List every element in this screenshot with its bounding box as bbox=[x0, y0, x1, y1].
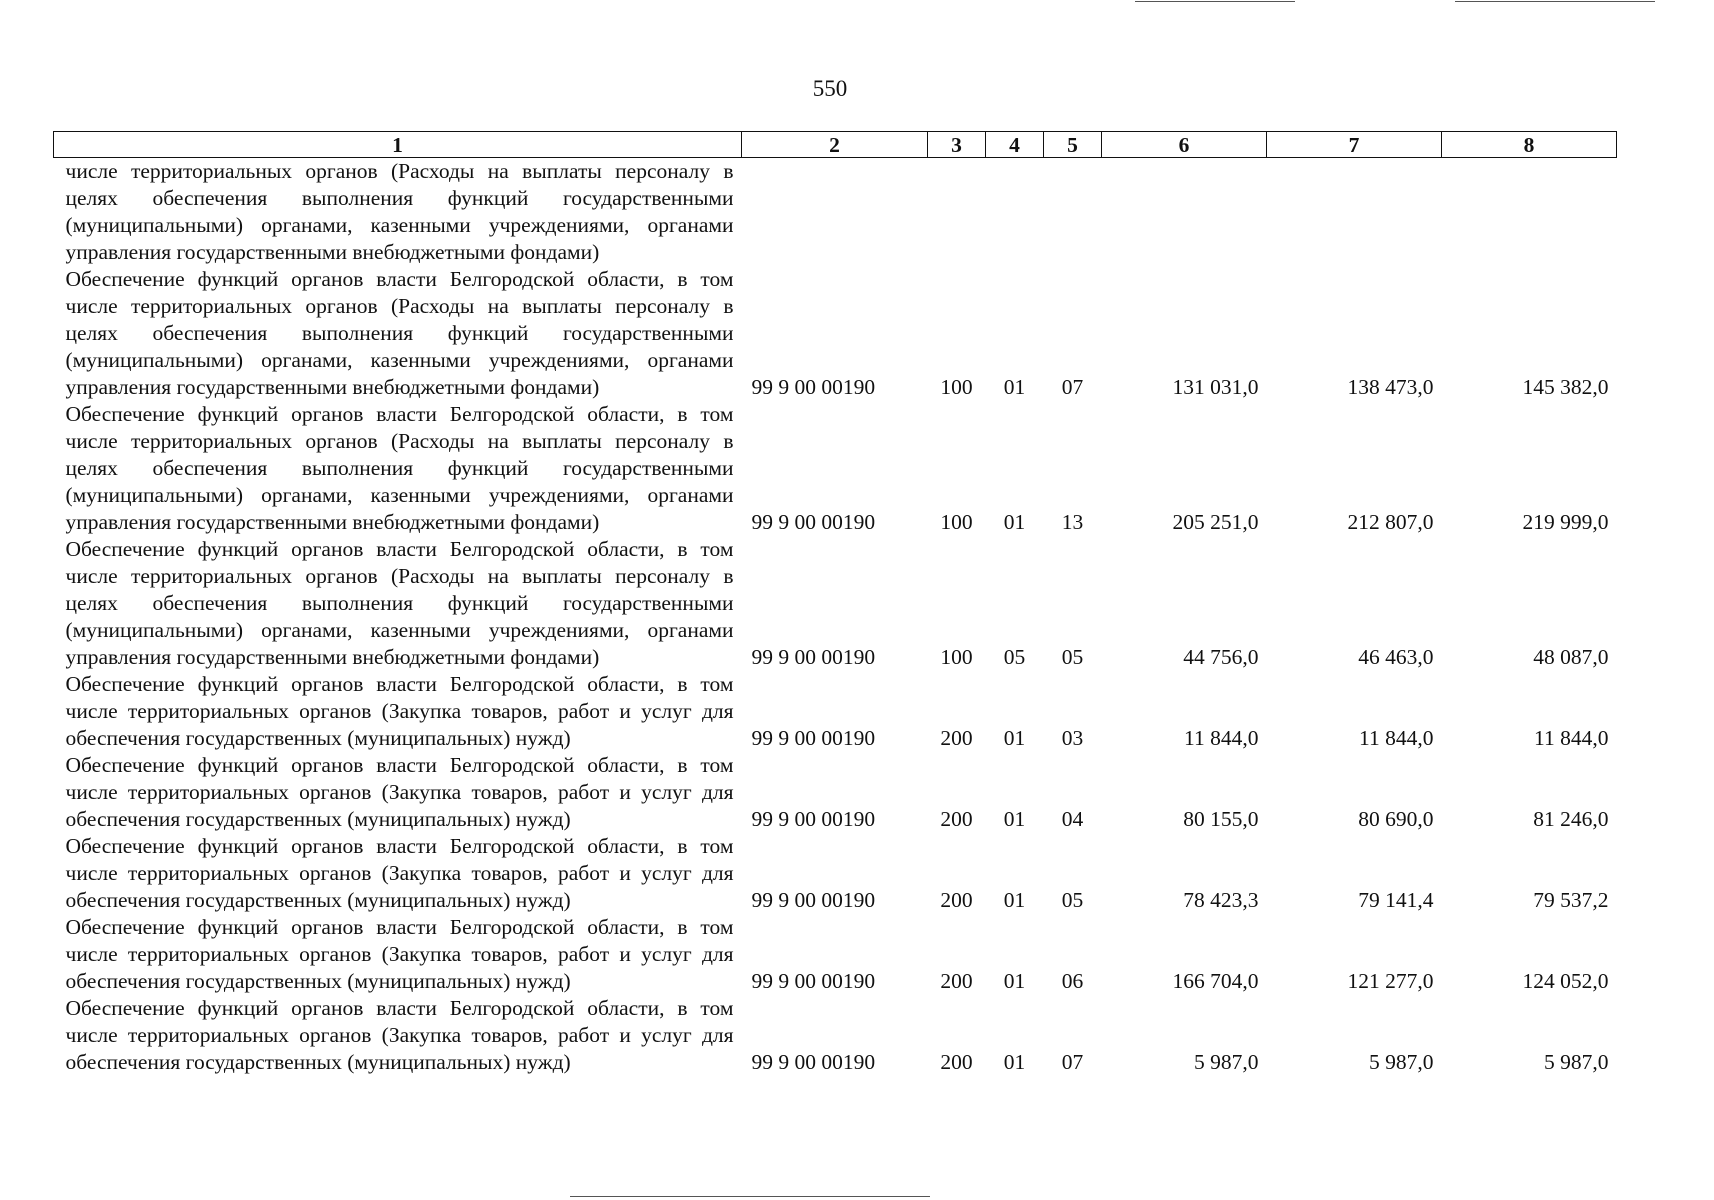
section-code: 01 bbox=[1003, 726, 1026, 750]
target-article-code bbox=[742, 158, 928, 267]
table-row bbox=[54, 158, 1617, 267]
target-article-code: 99 9 00 00190 bbox=[751, 1050, 876, 1074]
row-description: числе территориальных органов (Расходы на выплаты персоналу в целях обеспечения выполнения функций государственными (муниципальными) органами, казенными учреждениями, органами управления государственными внебюджетными фондами) bbox=[65, 159, 734, 264]
amount-col-6 bbox=[1102, 158, 1267, 267]
amount-col-7: 212 807,0 bbox=[1347, 510, 1434, 534]
target-article-code: 99 9 00 00190 bbox=[751, 375, 876, 399]
section-code: 01 bbox=[1003, 888, 1026, 912]
row-description: Обеспечение функций органов власти Белгородской области, в том числе территориальных органов (Закупка товаров, работ и услуг для обеспечения государственных (муниципальных) нужд) bbox=[65, 834, 734, 912]
subsection-code: 05 bbox=[1061, 888, 1084, 912]
section-code: 01 bbox=[1003, 807, 1026, 831]
amount-col-6: 78 423,3 bbox=[1183, 888, 1259, 912]
header-row bbox=[54, 132, 1617, 158]
page-number: 550 bbox=[812, 76, 848, 101]
amount-col-7: 46 463,0 bbox=[1358, 645, 1434, 669]
target-article-code: 99 9 00 00190 bbox=[751, 969, 876, 993]
target-article-code: 99 9 00 00190 bbox=[751, 510, 876, 534]
subsection-code: 13 bbox=[1061, 510, 1084, 534]
target-article-code: 99 9 00 00190 bbox=[751, 726, 876, 750]
table-row bbox=[54, 995, 1617, 1076]
section-code: 05 bbox=[1003, 645, 1026, 669]
header-col-6: 6 bbox=[1102, 132, 1267, 158]
subsection-code: 07 bbox=[1061, 1050, 1084, 1074]
amount-col-8: 79 537,2 bbox=[1533, 888, 1609, 912]
expense-type-code: 200 bbox=[940, 726, 973, 750]
subsection-code bbox=[1044, 158, 1102, 267]
row-description: Обеспечение функций органов власти Белгородской области, в том числе территориальных органов (Закупка товаров, работ и услуг для обеспечения государственных (муниципальных) нужд) bbox=[65, 915, 734, 993]
subsection-code: 06 bbox=[1061, 969, 1084, 993]
row-description: Обеспечение функций органов власти Белгородской области, в том числе территориальных органов (Расходы на выплаты персоналу в целях обеспечения выполнения функций государственными (муниципальными) органами, казенными учреждениями, органами управления государственными внебюджетными фондами) bbox=[65, 537, 734, 669]
expense-type-code: 100 bbox=[940, 510, 973, 534]
amount-col-6: 44 756,0 bbox=[1183, 645, 1259, 669]
header-col-2: 2 bbox=[742, 132, 928, 158]
amount-col-8: 124 052,0 bbox=[1522, 969, 1609, 993]
target-article-code: 99 9 00 00190 bbox=[751, 888, 876, 912]
row-description: Обеспечение функций органов власти Белгородской области, в том числе территориальных органов (Расходы на выплаты персоналу в целях обеспечения выполнения функций государственными (муниципальными) органами, казенными учреждениями, органами управления государственными внебюджетными фондами) bbox=[65, 267, 734, 399]
subsection-code: 05 bbox=[1061, 645, 1084, 669]
expense-type-code: 200 bbox=[940, 969, 973, 993]
expense-type-code: 100 bbox=[940, 375, 973, 399]
header-col-4: 4 bbox=[986, 132, 1044, 158]
amount-col-7 bbox=[1267, 158, 1442, 267]
amount-col-6: 205 251,0 bbox=[1172, 510, 1259, 534]
expense-type-code bbox=[928, 158, 986, 267]
target-article-code: 99 9 00 00190 bbox=[751, 807, 876, 831]
header-col-7: 7 bbox=[1267, 132, 1442, 158]
amount-col-8: 5 987,0 bbox=[1544, 1050, 1609, 1074]
amount-col-8 bbox=[1442, 158, 1617, 267]
amount-col-7: 11 844,0 bbox=[1359, 726, 1434, 750]
amount-col-7: 79 141,4 bbox=[1358, 888, 1434, 912]
table-row bbox=[54, 266, 1617, 401]
table-row bbox=[54, 833, 1617, 914]
amount-col-7: 138 473,0 bbox=[1347, 375, 1434, 399]
scan-artifact-line bbox=[1135, 1, 1295, 2]
amount-col-6: 166 704,0 bbox=[1172, 969, 1259, 993]
header-col-5: 5 bbox=[1044, 132, 1102, 158]
table-row bbox=[54, 401, 1617, 536]
amount-col-6: 5 987,0 bbox=[1194, 1050, 1259, 1074]
subsection-code: 03 bbox=[1061, 726, 1084, 750]
section-code: 01 bbox=[1003, 510, 1026, 534]
table-row bbox=[54, 914, 1617, 995]
header-col-3: 3 bbox=[928, 132, 986, 158]
table-row bbox=[54, 536, 1617, 671]
header-col-1: 1 bbox=[54, 132, 742, 158]
amount-col-7: 5 987,0 bbox=[1369, 1050, 1434, 1074]
row-description: Обеспечение функций органов власти Белгородской области, в том числе территориальных органов (Расходы на выплаты персоналу в целях обеспечения выполнения функций государственными (муниципальными) органами, казенными учреждениями, органами управления государственными внебюджетными фондами) bbox=[65, 402, 734, 534]
amount-col-8: 48 087,0 bbox=[1533, 645, 1609, 669]
scan-artifact-line bbox=[570, 1196, 930, 1197]
scan-artifact-line bbox=[1455, 1, 1655, 2]
table-row bbox=[54, 752, 1617, 833]
amount-col-6: 11 844,0 bbox=[1184, 726, 1259, 750]
row-description: Обеспечение функций органов власти Белгородской области, в том числе территориальных органов (Закупка товаров, работ и услуг для обеспечения государственных (муниципальных) нужд) bbox=[65, 753, 734, 831]
expense-type-code: 200 bbox=[940, 888, 973, 912]
table-row bbox=[54, 671, 1617, 752]
expense-type-code: 200 bbox=[940, 807, 973, 831]
section-code: 01 bbox=[1003, 1050, 1026, 1074]
amount-col-6: 80 155,0 bbox=[1183, 807, 1259, 831]
amount-col-8: 219 999,0 bbox=[1522, 510, 1609, 534]
amount-col-6: 131 031,0 bbox=[1172, 375, 1259, 399]
section-code: 01 bbox=[1003, 375, 1026, 399]
amount-col-8: 11 844,0 bbox=[1534, 726, 1609, 750]
amount-col-8: 81 246,0 bbox=[1533, 807, 1609, 831]
subsection-code: 04 bbox=[1061, 807, 1084, 831]
amount-col-8: 145 382,0 bbox=[1522, 375, 1609, 399]
expense-type-code: 200 bbox=[940, 1050, 973, 1074]
amount-col-7: 121 277,0 bbox=[1347, 969, 1434, 993]
target-article-code: 99 9 00 00190 bbox=[751, 645, 876, 669]
row-description: Обеспечение функций органов власти Белгородской области, в том числе территориальных органов (Закупка товаров, работ и услуг для обеспечения государственных (муниципальных) нужд) bbox=[65, 996, 734, 1074]
section-code bbox=[986, 158, 1044, 267]
header-col-8: 8 bbox=[1442, 132, 1617, 158]
expense-type-code: 100 bbox=[940, 645, 973, 669]
section-code: 01 bbox=[1003, 969, 1026, 993]
row-description: Обеспечение функций органов власти Белгородской области, в том числе территориальных органов (Закупка товаров, работ и услуг для обеспечения государственных (муниципальных) нужд) bbox=[65, 672, 734, 750]
subsection-code: 07 bbox=[1061, 375, 1084, 399]
budget-table bbox=[53, 131, 1617, 1076]
amount-col-7: 80 690,0 bbox=[1358, 807, 1434, 831]
